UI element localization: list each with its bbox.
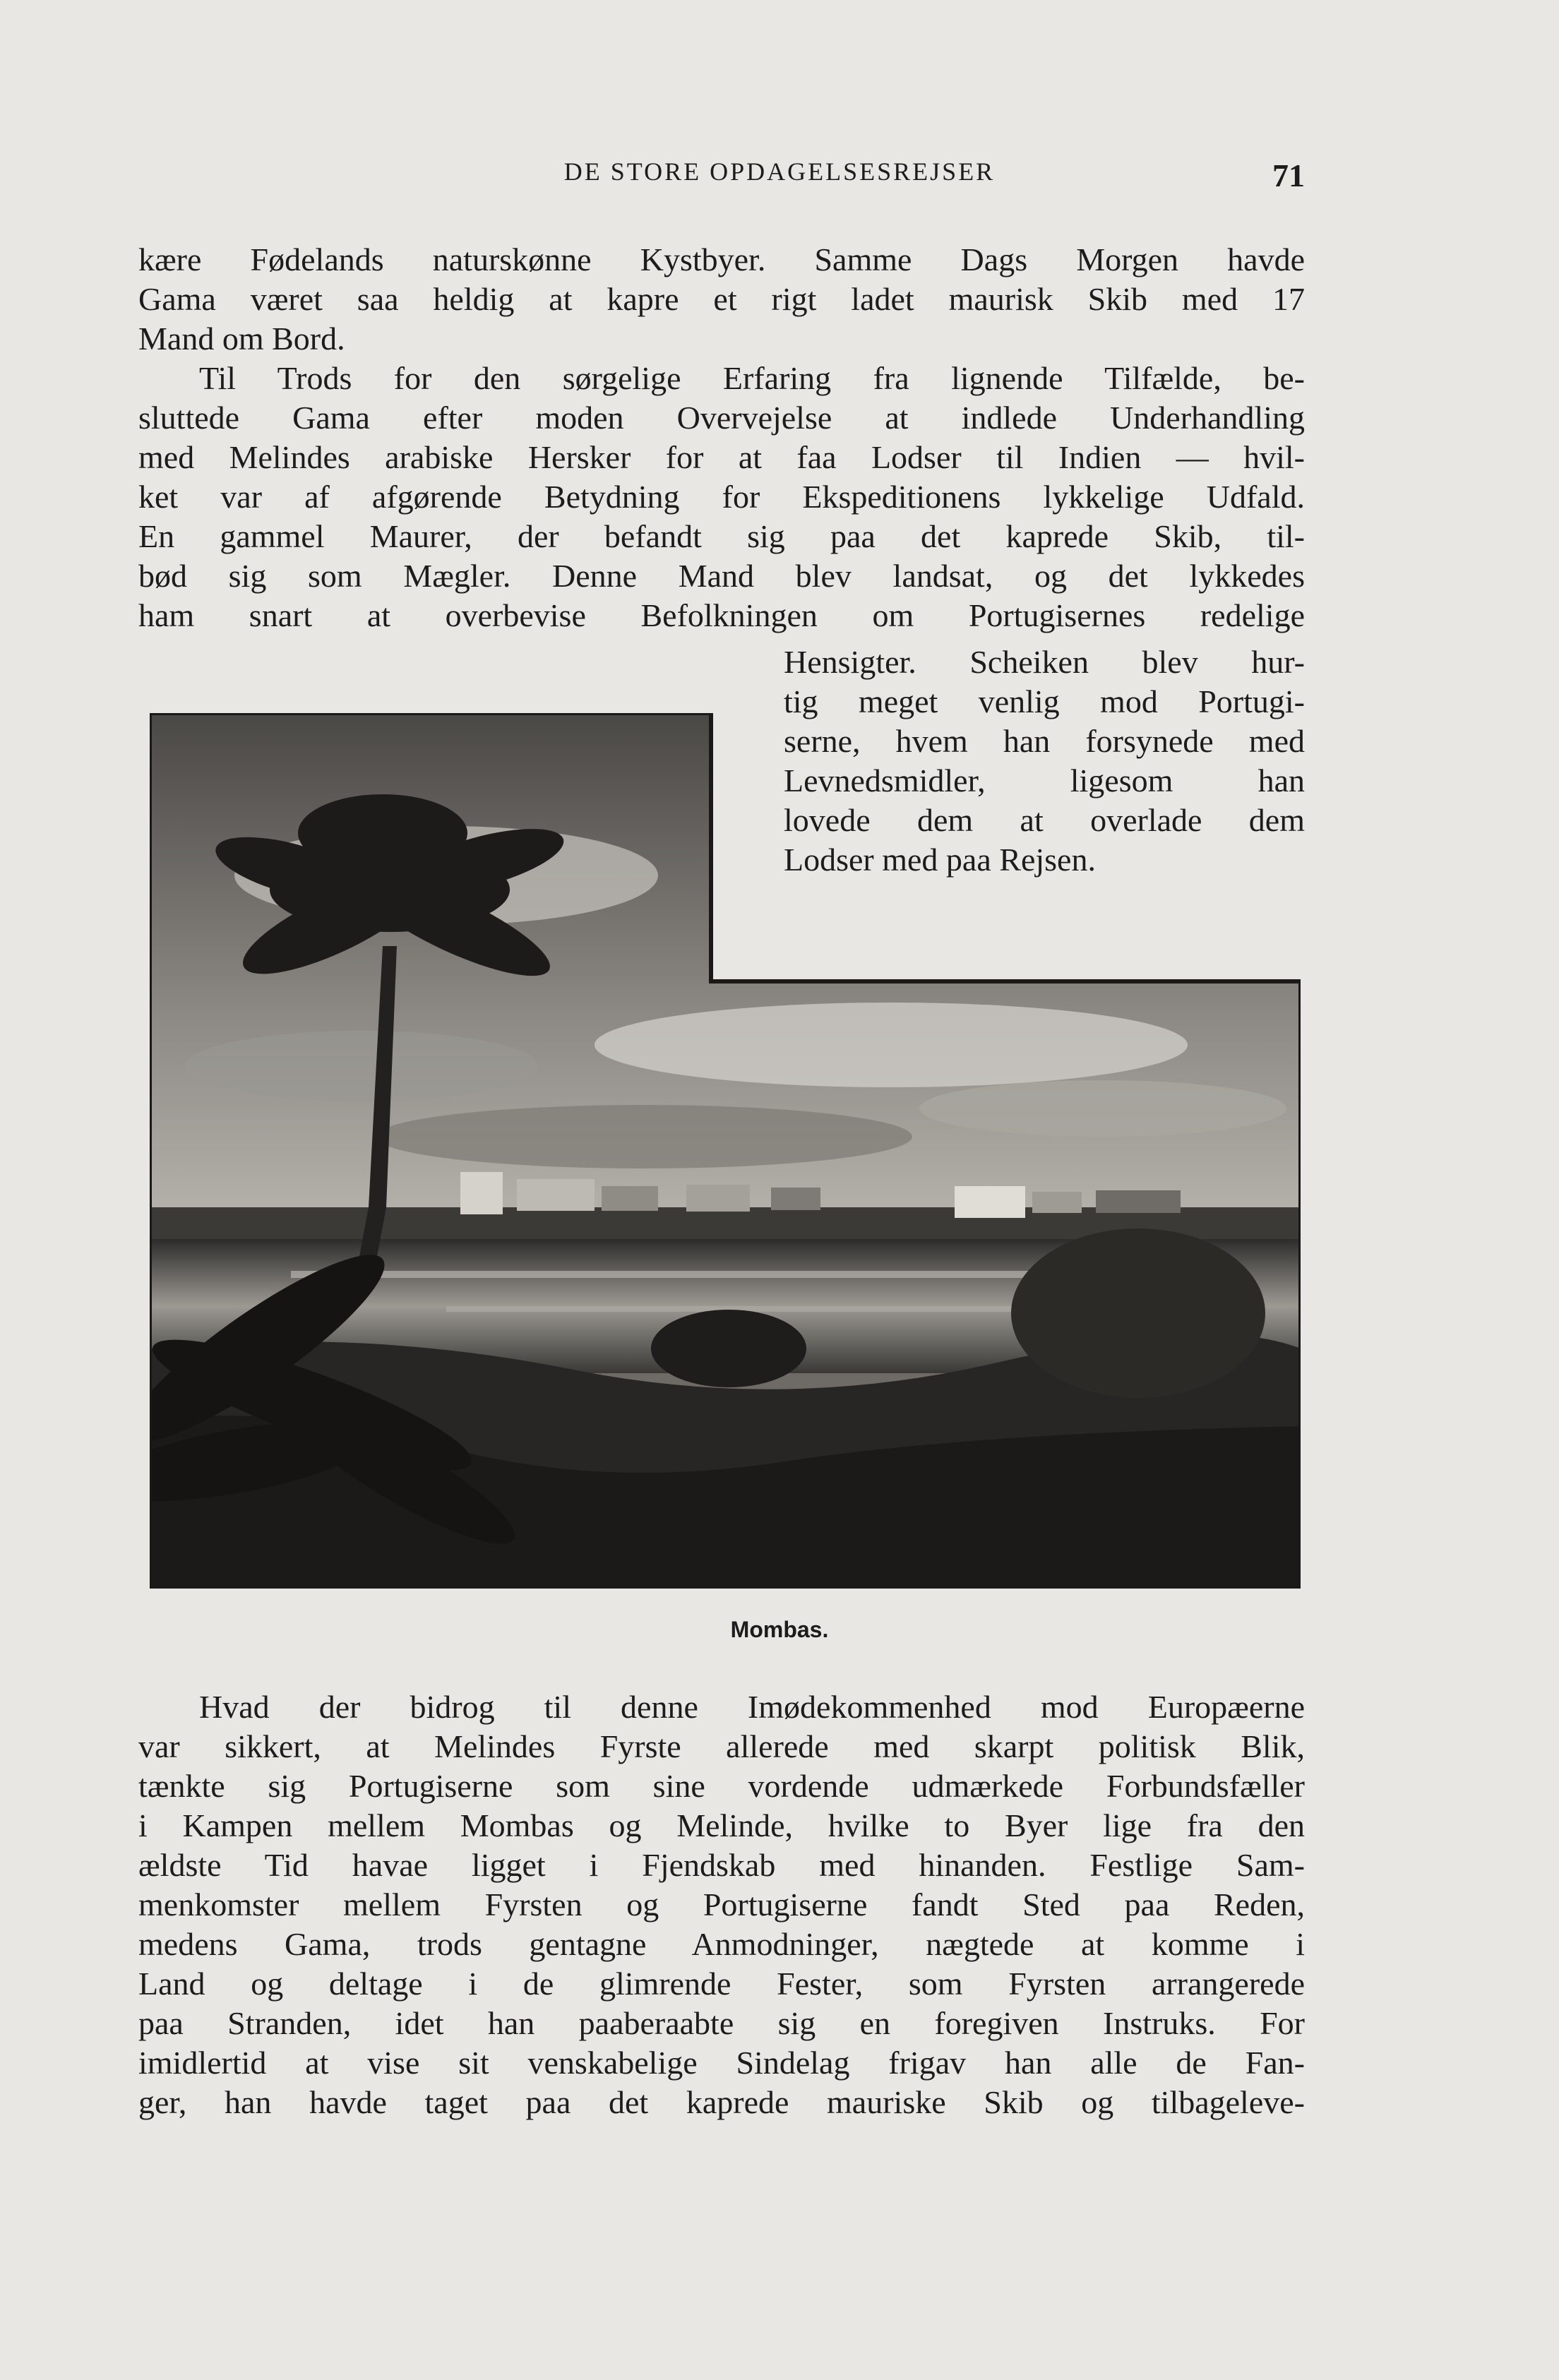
text-line: i Kampen mellem Mombas og Melinde, hvilke to Byer lige fra den	[138, 1807, 1305, 1843]
text-line: Hvad der bidrog til denne Imødekommenhed mod Europæerne	[199, 1689, 1305, 1725]
text-line: paa Stranden, idet han paaberaabte sig en foregiven Instruks. For	[138, 2005, 1305, 2041]
text-line: Mand om Bord.	[138, 321, 345, 357]
running-head: DE STORE OPDAGELSESREJSER	[563, 157, 996, 186]
text-line: En gammel Maurer, der befandt sig paa det kaprede Skib, til-	[138, 518, 1305, 554]
text-line: kære Fødelands naturskønne Kystbyer. Samme Dags Morgen havde	[138, 241, 1305, 277]
text-line: Land og deltage i de glimrende Fester, som Fyrsten arrangerede	[138, 1966, 1305, 2002]
text-line: Gama været saa heldig at kapre et rigt ladet maurisk Skib med 17	[138, 281, 1305, 317]
text-line: ham snart at overbevise Befolkningen om Portugisernes redelige	[138, 597, 1305, 633]
text-line: Lodser med paa Rejsen.	[784, 842, 1096, 878]
text-line: Til Trods for den sørgelige Erfaring fra lignende Tilfælde, be-	[199, 360, 1305, 396]
text-line: menkomster mellem Fyrsten og Portugiserne fandt Sted paa Reden,	[138, 1886, 1305, 1922]
text-line: imidlertid at vise sit venskabelige Sindelag frigav han alle de Fan-	[138, 2045, 1305, 2081]
text-line: med Melindes arabiske Hersker for at faa Lodser til Indien — hvil-	[138, 439, 1305, 475]
text-line: var sikkert, at Melindes Fyrste allerede med skarpt politisk Blik,	[138, 1728, 1305, 1764]
text-line: tig meget venlig mod Portugi-	[784, 683, 1305, 719]
text-line: bød sig som Mægler. Denne Mand blev landsat, og det lykkedes	[138, 558, 1305, 594]
text-line: medens Gama, trods gentagne Anmodninger, nægtede at komme i	[138, 1926, 1305, 1962]
text-line: sluttede Gama efter moden Overvejelse at indlede Underhandling	[138, 400, 1305, 436]
text-line: Hensigter. Scheiken blev hur-	[784, 644, 1305, 680]
text-line: lovede dem at overlade dem	[784, 802, 1305, 838]
mombas-illustration	[150, 713, 1301, 1589]
text-line: serne, hvem han forsynede med	[784, 723, 1305, 759]
text-line: tænkte sig Portugiserne som sine vordende udmærkede Forbundsfæller	[138, 1768, 1305, 1804]
figure-caption: Mombas.	[730, 1617, 829, 1642]
text-line: ket var af afgørende Betydning for Ekspeditionens lykkelige Udfald.	[138, 479, 1305, 515]
text-line: ældste Tid havae ligget i Fjendskab med hinanden. Festlige Sam-	[138, 1847, 1305, 1883]
page-number: 71	[1272, 157, 1305, 193]
text-line: ger, han havde taget paa det kaprede mauriske Skib og tilbageleve-	[138, 2084, 1305, 2120]
text-line: Levnedsmidler, ligesom han	[784, 763, 1305, 799]
